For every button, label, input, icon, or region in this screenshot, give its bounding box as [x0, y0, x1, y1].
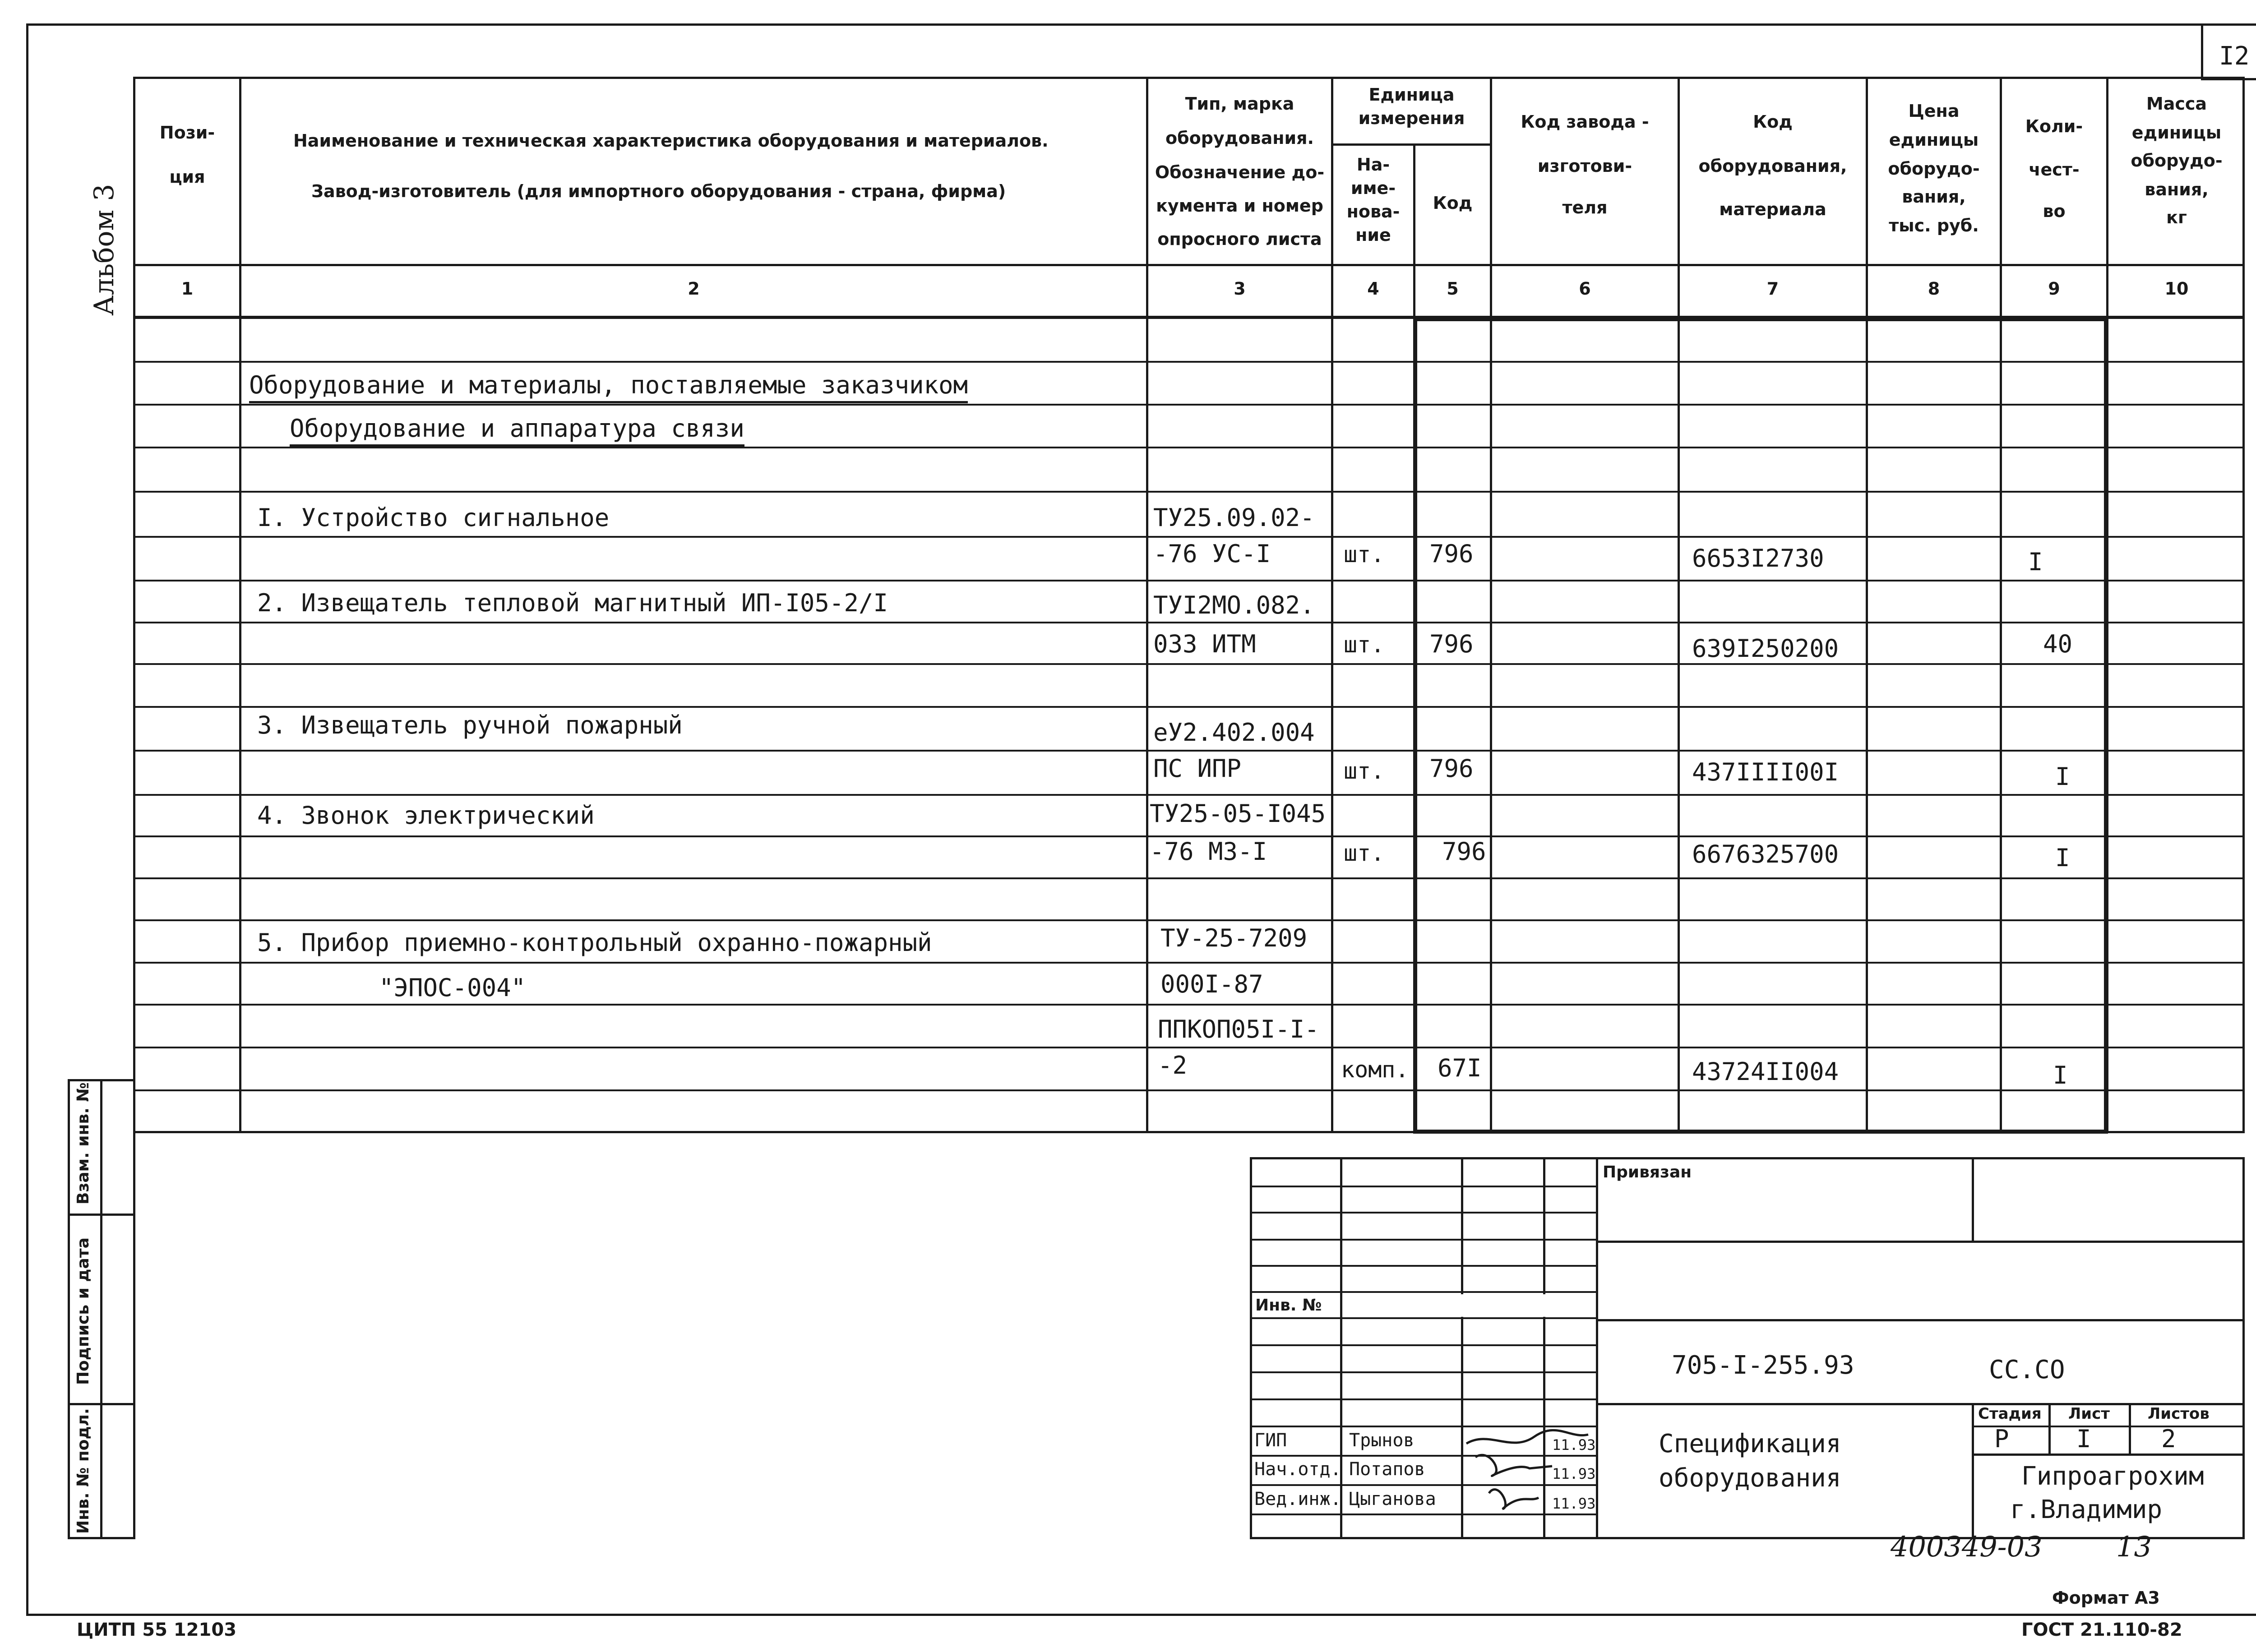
row-line — [133, 663, 2245, 665]
row-line — [133, 750, 2245, 752]
hdr-col4-l4: ние — [1355, 225, 1391, 245]
album-label: Альбом 3 — [88, 184, 120, 316]
row-line — [133, 919, 2245, 921]
item-4-code: 6676325700 — [1692, 840, 1839, 868]
colnum-10: 10 — [2164, 279, 2189, 299]
hdr-col9-l1: Коли- — [2025, 116, 2083, 136]
hdr-col8-l5: тыс. руб. — [1889, 216, 1979, 235]
tb-sheets-label: Листов — [2148, 1405, 2210, 1423]
item-5-type-l2: 000I-87 — [1160, 970, 1263, 998]
hdr-col8-l4: вания, — [1902, 187, 1966, 207]
footer-left-code: ЦИТП 55 12103 — [77, 1620, 237, 1640]
tb-org-l2: г.Владимир — [2010, 1495, 2163, 1524]
hdr-col10-l4: вания, — [2145, 180, 2209, 199]
tb-stage-vline — [2048, 1403, 2051, 1455]
item-4-unit: шт. — [1344, 840, 1385, 866]
hdr-unit-l2: измерения — [1358, 108, 1465, 128]
item-1-code: 6653I2730 — [1692, 544, 1824, 572]
row-line — [133, 361, 2245, 363]
colnum-7: 7 — [1766, 279, 1779, 299]
hdr-col9-l2: чест- — [2029, 160, 2080, 180]
row-line — [133, 1004, 2245, 1006]
colnum-1: 1 — [181, 279, 194, 299]
item-4-type-l1: ТУ25-05-I045 — [1150, 799, 1326, 828]
row-line — [133, 491, 2245, 493]
row-line — [133, 404, 2245, 406]
header-bottom-line — [133, 264, 2245, 266]
left-strip-vzam-inv: Взам. инв. № — [74, 1082, 92, 1204]
hdr-unit-l1: Единица — [1368, 85, 1455, 105]
colnum-3: 3 — [1234, 279, 1246, 299]
tb-stage: Р — [1994, 1425, 2009, 1453]
item-3-unit: шт. — [1344, 758, 1385, 784]
item-4-type-l2: -76 МЗ-I — [1150, 837, 1267, 866]
tb-signer-1-role: ГИП — [1254, 1430, 1287, 1451]
item-4-name: 4. Звонок электрический — [257, 801, 595, 830]
item-2-type-l2: 033 ИТМ — [1153, 630, 1256, 658]
row-line — [133, 447, 2245, 448]
item-3-type-l2: ПС ИПР — [1153, 754, 1242, 783]
item-3-code: 437IIII00I — [1692, 758, 1839, 786]
handwritten-doc-number: 400349-03 — [1891, 1530, 2043, 1563]
tb-signer-3-role: Вед.инж. — [1254, 1489, 1341, 1509]
item-2-code: 639I250200 — [1692, 634, 1839, 663]
hdr-col5: Код — [1433, 193, 1473, 213]
tb-hline — [1250, 1212, 1597, 1214]
tb-right-hline — [1597, 1319, 2245, 1321]
item-1-name: I. Устройство сигнальное — [257, 503, 610, 532]
tb-signer-2-date: 11.93 — [1552, 1465, 1596, 1482]
tb-doc-mark: СС.СО — [1989, 1355, 2065, 1384]
item-3-type-l1: еУ2.402.004 — [1153, 718, 1315, 747]
tb-doc-title-l1: Спецификация — [1659, 1429, 1841, 1458]
hdr-col4-l1: На- — [1356, 155, 1390, 175]
row-line — [133, 962, 2245, 964]
footer-right-gost: ГОСТ 21.110-82 — [2021, 1620, 2182, 1640]
tb-signer-1-name: Трынов — [1349, 1430, 1415, 1451]
tb-stage-label: Стадия — [1978, 1405, 2042, 1423]
hdr-col7-l3: материала — [1719, 199, 1826, 219]
tb-signer-1-date: 11.93 — [1552, 1436, 1596, 1454]
hdr-col3-l3: Обозначение до- — [1155, 162, 1325, 182]
row-line — [133, 1089, 2245, 1091]
hdr-col7-l1: Код — [1753, 112, 1793, 132]
hdr-col10-l5: кг — [2166, 208, 2187, 227]
item-5-type-l3: ППКОП05I-I- — [1158, 1015, 1319, 1043]
row-line — [133, 622, 2245, 623]
tb-doc-code: 705-I-255.93 — [1672, 1351, 1854, 1380]
colnum-8: 8 — [1928, 279, 1940, 299]
tb-hline — [1250, 1265, 1597, 1267]
item-2-qty: 40 — [2043, 630, 2073, 658]
tb-stage-hline — [1972, 1426, 2245, 1427]
hdr-col7-l2: оборудования, — [1698, 156, 1847, 176]
tb-right-hline — [1597, 1241, 2245, 1243]
row-line — [133, 1047, 2245, 1048]
hdr-col10-l2: единицы — [2131, 123, 2222, 143]
tb-doc-title-l2: оборудования — [1659, 1463, 1841, 1493]
colnum-2: 2 — [688, 279, 700, 299]
item-5-name: 5. Прибор приемно-контрольный охранно-пожарный — [257, 928, 932, 957]
colnum-6: 6 — [1579, 279, 1591, 299]
item-1-unit-code: 796 — [1429, 540, 1474, 568]
item-1-type-l1: ТУ25.09.02- — [1153, 503, 1315, 532]
item-5-qty: I — [2053, 1061, 2068, 1089]
tb-right-vline — [1972, 1157, 1974, 1241]
corner-sheet-number: I2 — [2219, 42, 2250, 71]
item-1-unit: шт. — [1344, 541, 1385, 568]
hdr-col6-l1: Код завода - — [1521, 112, 1649, 132]
tb-hline — [1250, 1398, 1597, 1400]
inv-row-merge — [1342, 1294, 1596, 1317]
hdr-col9-l3: во — [2043, 201, 2066, 221]
tb-sheet-label: Лист — [2068, 1405, 2110, 1423]
tb-sheets: 2 — [2161, 1425, 2176, 1453]
row-line — [133, 877, 2245, 879]
item-2-unit-code: 796 — [1429, 630, 1474, 658]
colnum-4: 4 — [1367, 279, 1379, 299]
tb-hline — [1250, 1344, 1597, 1346]
item-3-name: 3. Извещатель ручной пожарный — [257, 711, 683, 739]
item-3-unit-code: 796 — [1429, 754, 1474, 783]
item-1-qty: I — [2028, 548, 2043, 576]
col-line-1 — [239, 77, 241, 1133]
hdr-col8-l1: Цена — [1908, 101, 1960, 121]
item-1-type-l2: -76 УС-I — [1153, 540, 1271, 568]
left-strip-divider — [100, 1079, 102, 1539]
tb-privyazan: Привязан — [1603, 1163, 1692, 1181]
hdr-col1-l1: Пози- — [159, 123, 215, 143]
hdr-col8-l2: единицы — [1889, 130, 1979, 150]
hdr-col4-l3: нова- — [1346, 202, 1400, 221]
tb-inv-no: Инв. № — [1255, 1296, 1322, 1315]
tb-hline — [1250, 1317, 1597, 1319]
tb-hline — [1250, 1371, 1597, 1373]
left-strip-inv-podl: Инв. № подл. — [74, 1408, 92, 1534]
bold-block-frame — [1413, 317, 2108, 1134]
handwritten-page-number: 13 — [2116, 1530, 2152, 1563]
item-2-unit: шт. — [1344, 632, 1385, 658]
item-5-unit: комп. — [1341, 1057, 1409, 1083]
tb-org-l1: Гипроагрохим — [2021, 1462, 2204, 1491]
left-strip-signature-date: Подпись и дата — [74, 1237, 92, 1385]
unit-group-line — [1331, 143, 1490, 146]
hdr-col1-l2: ция — [169, 167, 205, 187]
tb-hline — [1250, 1239, 1597, 1241]
item-5-unit-code: 67I — [1438, 1054, 1482, 1082]
hdr-col4-l2: име- — [1350, 178, 1396, 198]
hdr-col10-l1: Масса — [2146, 94, 2207, 114]
item-2-name: 2. Извещатель тепловой магнитный ИП-I05-2/I — [257, 589, 888, 617]
item-5-name-l2: "ЭПОС-004" — [379, 974, 526, 1002]
item-2-type-l1: ТУI2МО.082. — [1153, 591, 1315, 619]
tb-hline — [1250, 1186, 1597, 1187]
row-line — [133, 536, 2245, 538]
section-title: Оборудование и материалы, поставляемые заказчиком — [249, 371, 968, 403]
item-4-unit-code: 796 — [1442, 837, 1486, 866]
item-5-type-l1: ТУ-25-7209 — [1160, 924, 1308, 952]
hdr-col3-l1: Тип, марка — [1185, 94, 1294, 114]
row-line — [133, 580, 2245, 581]
hdr-col6-l2: изготови- — [1537, 156, 1632, 176]
signatures-scribble — [1462, 1426, 1597, 1516]
tb-stage-vline — [2129, 1403, 2131, 1455]
tb-signer-2-role: Нач.отд. — [1254, 1459, 1341, 1480]
hdr-col3-l5: опросного листа — [1157, 229, 1322, 249]
tb-sheet: I — [2076, 1425, 2091, 1453]
item-5-type-l4: -2 — [1158, 1051, 1188, 1080]
row-line — [133, 706, 2245, 708]
hdr-col3-l2: оборудования. — [1165, 128, 1314, 148]
tb-signer-2-name: Потапов — [1349, 1459, 1425, 1480]
subsection-title: Оборудование и аппаратура связи — [290, 414, 744, 447]
tb-stage-hline — [1972, 1454, 2245, 1456]
tb-signer-3-name: Цыганова — [1349, 1489, 1436, 1509]
tb-signer-3-date: 11.93 — [1552, 1495, 1596, 1512]
hdr-col8-l3: оборудо- — [1888, 159, 1980, 179]
colnum-5: 5 — [1447, 279, 1459, 299]
hdr-col10-l3: оборудо- — [2131, 151, 2223, 171]
hdr-col3-l4: кумента и номер — [1156, 196, 1323, 216]
item-4-qty: I — [2055, 844, 2070, 872]
tb-right-vline — [1972, 1403, 1974, 1539]
item-3-qty: I — [2055, 762, 2070, 791]
hdr-col2-l2: Завод-изготовитель (для импортного оборудования - страна, фирма) — [311, 181, 1006, 201]
row-line — [133, 794, 2245, 796]
tb-hline — [1250, 1291, 1597, 1293]
colnum-9: 9 — [2048, 279, 2060, 299]
hdr-col2-l1: Наименование и техническая характеристика оборудования и материалов. — [293, 131, 1049, 151]
hdr-col6-l3: теля — [1562, 198, 1608, 217]
format-label: Формат А3 — [2052, 1588, 2160, 1608]
item-5-code: 43724II004 — [1692, 1057, 1839, 1086]
tb-vline — [1340, 1157, 1342, 1539]
